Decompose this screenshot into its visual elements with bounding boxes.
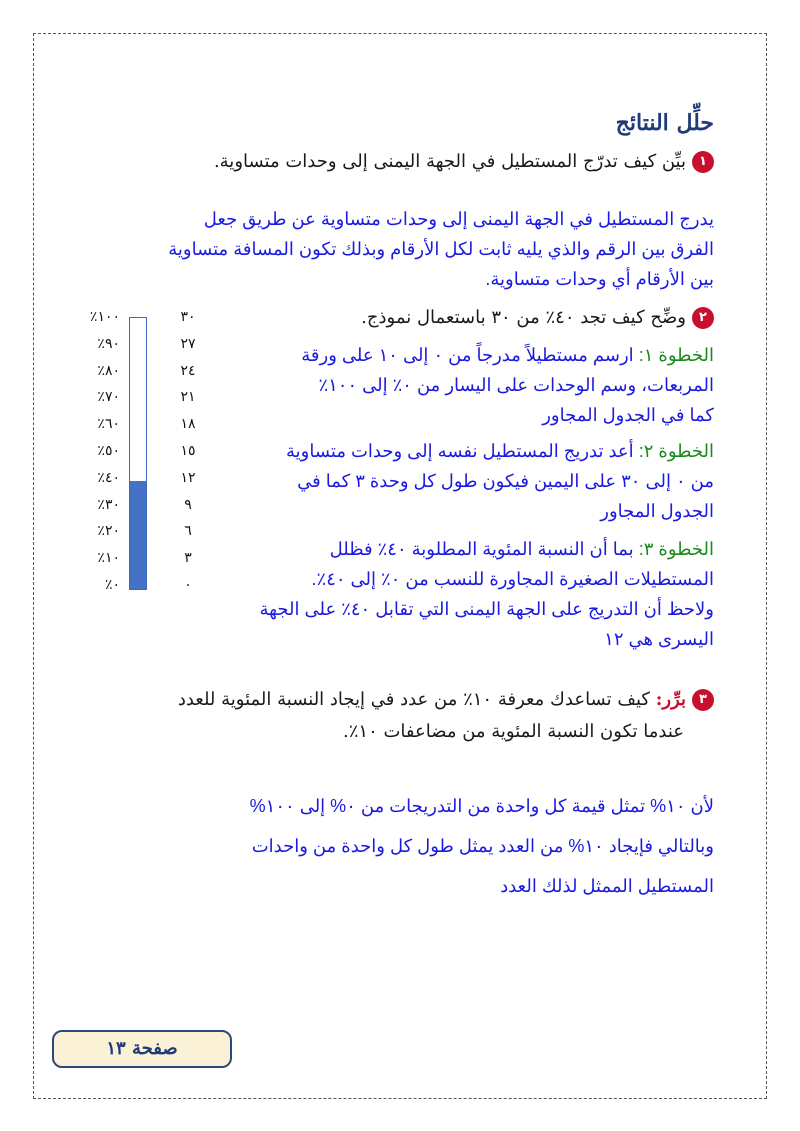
question-number-2: ٢: [692, 307, 714, 329]
justify-label: برِّر:: [655, 689, 686, 710]
answer-3-line: وبالتالي فإيجاد ١٠% من العدد يمثل طول كل واحدة من واحدات: [251, 836, 714, 856]
answer-1-line: بين الأرقام أي وحدات متساوية.: [485, 269, 714, 289]
answer-1: [168, 204, 714, 294]
question-1-text: بيِّن كيف تدرّج المستطيل في الجهة اليمنى إلى وحدات متساوية.: [213, 151, 686, 172]
percent-tick: ٪٣٠: [97, 496, 120, 513]
question-3: [178, 684, 714, 748]
question-1: [214, 146, 714, 178]
question-number-1: ١: [692, 151, 714, 173]
value-tick: ٢٤: [180, 362, 196, 379]
step-3-line: المستطيلات الصغيرة المجاورة للنسب من ٠٪ إلى ٤٠٪.: [311, 569, 714, 589]
value-tick: ٣٠: [180, 309, 196, 325]
percent-tick: ٪٥٠: [97, 442, 120, 459]
answer-1-line: الفرق بين الرقم والذي يليه ثابت لكل الأرقام وبذلك تكون المسافة متساوية: [168, 239, 714, 259]
page-number-badge: صفحة ١٣: [52, 1030, 232, 1068]
value-tick: ٣: [184, 550, 192, 567]
percent-tick: ٪٤٠: [97, 469, 120, 486]
answer-3: [250, 786, 714, 906]
value-scale: [168, 304, 208, 599]
step-1: [214, 340, 714, 430]
percent-scale: [60, 304, 120, 599]
step-1-line: المربعات، وسم الوحدات على اليسار من ٠٪ إلى ١٠٠٪: [318, 375, 714, 395]
step-1-line: كما في الجدول المجاور: [542, 405, 714, 425]
step-2-line: من ٠ إلى ٣٠ على اليمين فيكون طول كل وحدة ٣ كما في: [297, 471, 714, 491]
percent-tick: ٪٠: [104, 576, 120, 593]
step-3-label: الخطوة ٣:: [638, 539, 714, 559]
step-2-line: الجدول المجاور: [600, 501, 714, 521]
question-2-text: وضِّح كيف تجد ٤٠٪ من ٣٠ باستعمال نموذج.: [361, 307, 686, 328]
percent-tick: ٪٩٠: [97, 335, 120, 352]
percent-tick: ٪٦٠: [97, 416, 120, 433]
percent-tick: ٪١٠: [97, 550, 120, 567]
question-number-3: ٣: [692, 689, 714, 711]
question-2: [361, 302, 714, 334]
scale-rectangle: [129, 317, 147, 590]
value-tick: ١٨: [180, 416, 196, 433]
step-2: [214, 436, 714, 526]
value-tick: ٦: [184, 523, 192, 540]
step-1-label: الخطوة ١:: [638, 345, 714, 365]
step-3: [194, 534, 714, 594]
value-tick: ١٥: [180, 442, 196, 459]
answer-3-line: المستطيل الممثل لذلك العدد: [500, 876, 714, 896]
step-3-line: ولاحظ أن التدريج على الجهة اليمنى التي تقابل ٤٠٪ على الجهة: [259, 599, 714, 619]
step-2-line: أعد تدريج المستطيل نفسه إلى وحدات متساوية: [286, 441, 634, 461]
percent-tick: ٪٧٠: [97, 389, 120, 406]
step-1-line: ارسم مستطيلاً مدرجاً من ٠ إلى ١٠ على ورقة: [301, 345, 634, 365]
question-3-line: كيف تساعدك معرفة ١٠٪ من عدد في إيجاد النسبة المئوية للعدد: [177, 689, 650, 710]
percent-tick: ٪١٠٠: [89, 309, 120, 325]
value-tick: ١٢: [180, 469, 196, 486]
value-tick: ٩: [184, 496, 192, 513]
section-heading: حلِّل النتائج: [615, 110, 714, 136]
answer-3-line: لأن ١٠% تمثل قيمة كل واحدة من التدريجات من ٠% إلى ١٠٠%: [249, 796, 714, 816]
step-3-line: اليسرى هي ١٢: [604, 629, 714, 649]
shaded-portion: [130, 481, 146, 589]
percent-tick: ٪٢٠: [97, 523, 120, 540]
value-tick: ٠: [184, 576, 192, 593]
question-3-line: عندما تكون النسبة المئوية من مضاعفات ١٠٪.: [343, 721, 684, 742]
step-2-label: الخطوة ٢:: [638, 441, 714, 461]
percent-tick: ٪٨٠: [97, 362, 120, 379]
value-tick: ٢٧: [180, 335, 196, 352]
step-3-line: بما أن النسبة المئوية المطلوبة ٤٠٪ فظلل: [329, 539, 634, 559]
value-tick: ٢١: [180, 389, 196, 406]
step-3-continued: [114, 594, 714, 654]
answer-1-line: يدرج المستطيل في الجهة اليمنى إلى وحدات متساوية عن طريق جعل: [203, 209, 714, 229]
